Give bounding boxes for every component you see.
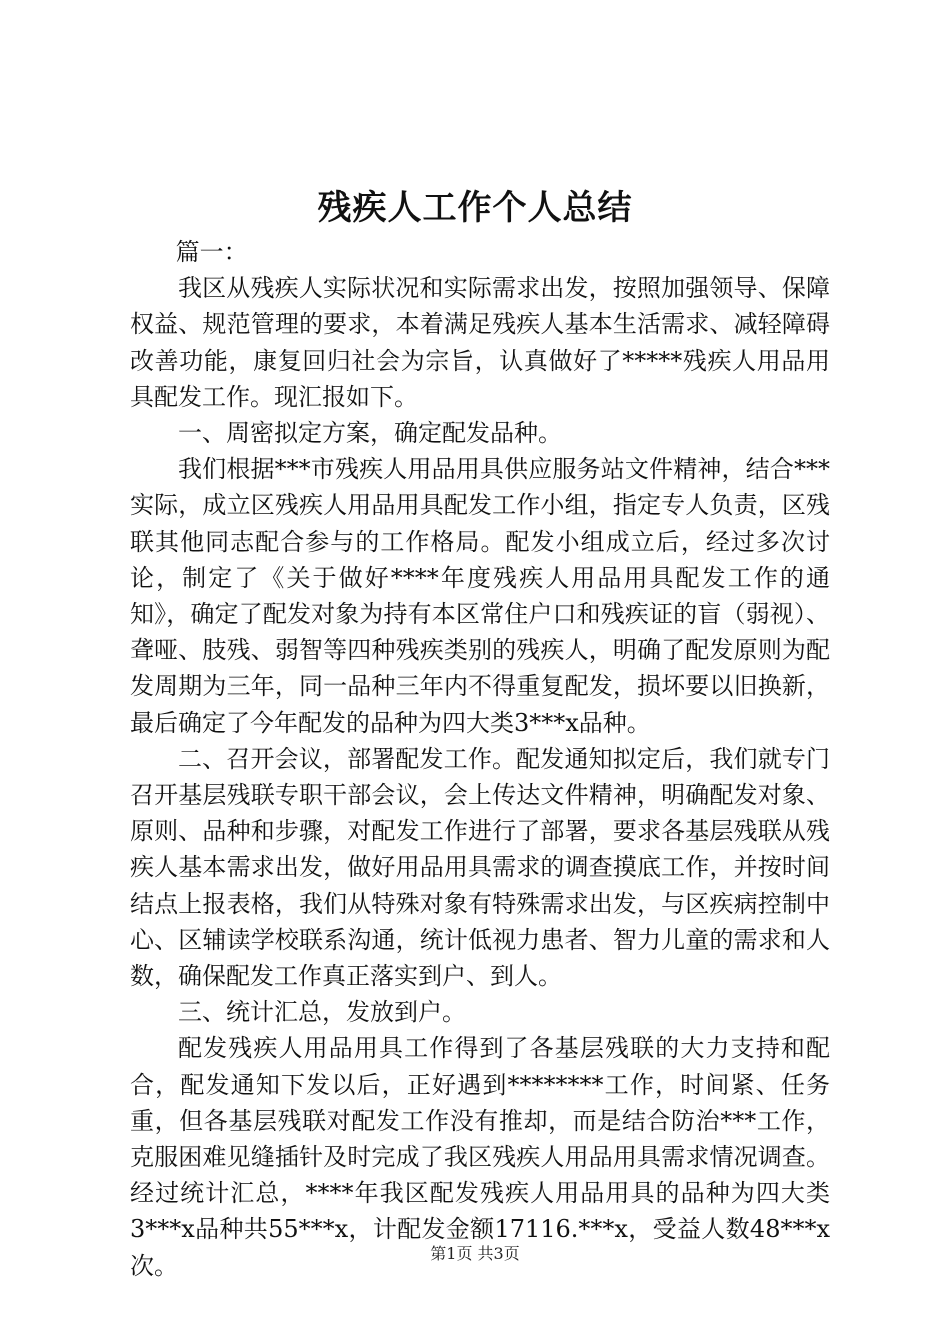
document-body <box>130 234 830 1284</box>
document-title: 残疾人工作个人总结 <box>317 188 633 228</box>
heading-1: 一、周密拟定方案，确定配发品种。 <box>178 419 562 448</box>
page-footer: 第1页 共3页 <box>430 1244 520 1263</box>
paragraph-3: 配发残疾人用品用具工作得到了各基层残联的大力支持和配合，配发通知下发以后，正好遇到********工作，时间紧、任务重，但各基层残联对配发工作没有推却，而是结合防治***工作，克服困难见缝插针及时完成了我区残疾人用品用具需求情况调查。经过统计汇总，****年我区配发残疾人用品用具的品种为四大类3***x品种共55***x，计配发金额17116.***x，受益人数48***x次。 <box>130 1034 830 1280</box>
paragraph-2: 二、召开会议，部署配发工作。配发通知拟定后，我们就专门召开基层残联专职干部会议，会上传达文件精神，明确配发对象、原则、品种和步骤，对配发工作进行了部署，要求各基层残联从残疾人基本需求出发，做好用品用具需求的调查摸底工作，并按时间结点上报表格，我们从特殊对象有特殊需求出发，与区疾病控制中心、区辅读学校联系沟通，统计低视力患者、智力儿童的需求和人数，确保配发工作真正落实到户、到人。 <box>130 744 830 991</box>
intro-paragraph: 我区从残疾人实际状况和实际需求出发，按照加强领导、保障权益、规范管理的要求，本着满足残疾人基本生活需求、减轻障碍改善功能，康复回归社会为宗旨，认真做好了*****残疾人用品用具配发工作。现汇报如下。 <box>130 274 830 411</box>
section-label: 篇一： <box>175 238 248 266</box>
heading-3: 三、统计汇总，发放到户。 <box>178 998 466 1027</box>
paragraph-1: 我们根据***市残疾人用品用具供应服务站文件精神，结合***实际，成立区残疾人用品用具配发工作小组，指定专人负责，区残联其他同志配合参与的工作格局。配发小组成立后，经过多次讨论，制定了《关于做好****年度残疾人用品用具配发工作的通知》，确定了配发对象为持有本区常住户口和残疾证的盲（弱视）、聋哑、肢残、弱智等四种残疾类别的残疾人，明确了配发原则为配发周期为三年，同一品种三年内不得重复配发，损坏要以旧换新，最后确定了今年配发的品种为四大类3***x品种。 <box>130 455 830 737</box>
